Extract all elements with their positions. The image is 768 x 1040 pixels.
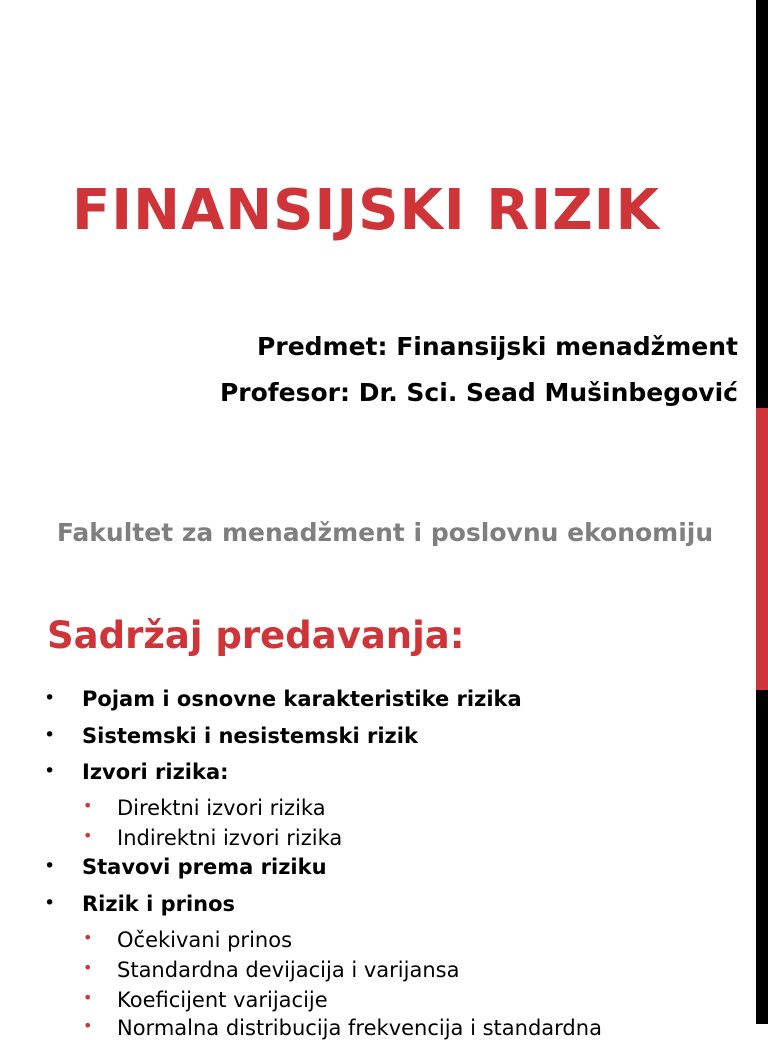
list-item: • Izvori rizika: (82, 760, 229, 784)
list-item: • Stavovi prema riziku (82, 855, 327, 879)
sub-list-item: • Normalna distribucija frekvencija i standardna (117, 1016, 602, 1040)
sub-list-item: • Koeficijent varijacije (117, 988, 328, 1012)
faculty-name: Fakultet za menadžment i poslovnu ekonomiju (56, 518, 714, 547)
sub-list-item: • Očekivani prinos (117, 928, 292, 952)
sub-list-item: • Indirektni izvori rizika (117, 826, 342, 850)
sub-list-item: • Standardna devijacija i varijansa (117, 958, 459, 982)
list-item: • Rizik i prinos (82, 892, 235, 916)
slide-edge-accent (756, 408, 768, 690)
subject-line: Predmet: Finansijski menadžment (257, 332, 738, 361)
section-title: Sadržaj predavanja: (47, 614, 465, 657)
professor-line: Profesor: Dr. Sci. Sead Mušinbegović (219, 378, 738, 407)
sub-list-item: • Direktni izvori rizika (117, 796, 326, 820)
list-item: • Sistemski i nesistemski rizik (82, 724, 418, 748)
slide-title: FINANSIJSKI RIZIK (72, 178, 661, 243)
list-item: • Pojam i osnovne karakteristike rizika (82, 687, 522, 711)
